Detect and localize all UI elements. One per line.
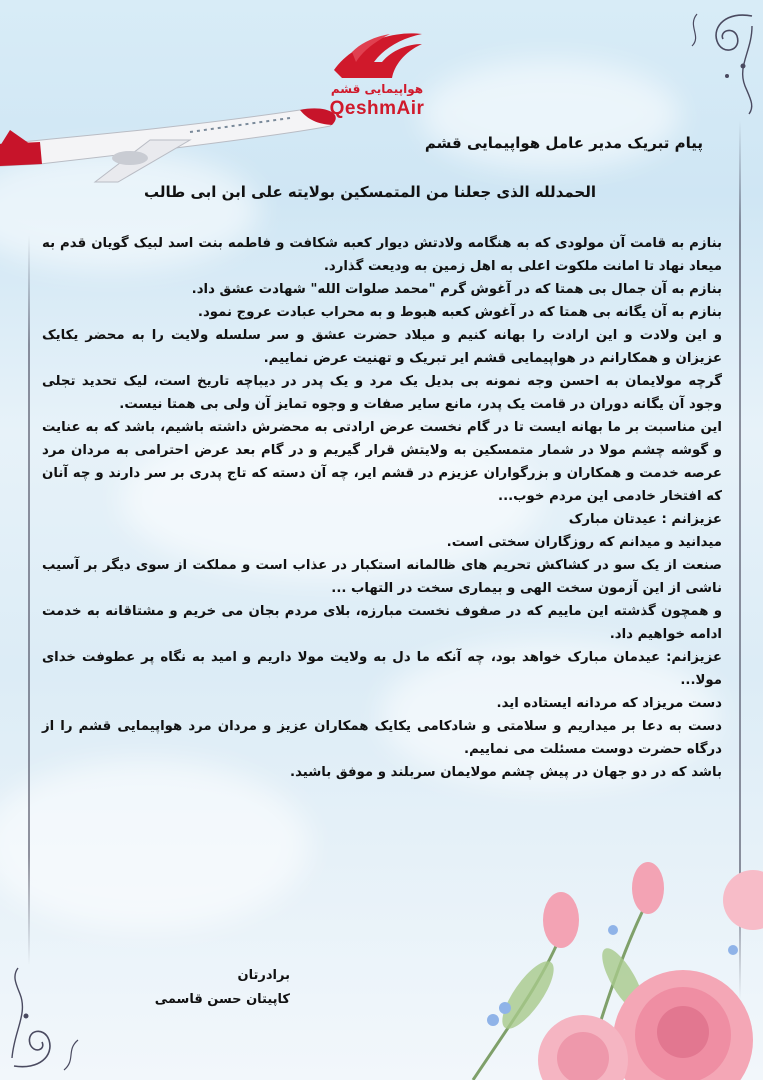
body-paragraph: صنعت از یک سو در کشاکش تحریم های ظالمانه استکبار در عذاب است و مملکت از سوی دیگر بر آسیب ناشی از این آزمون سخت الهی و بیماری سخت در التهاب ... [42, 558, 722, 596]
body-paragraph: عزیزانم : عیدتان مبارک [568, 512, 722, 527]
logo-persian-name: هواپیمایی قشم [330, 82, 424, 96]
signoff-salutation: برادرتان [237, 968, 290, 983]
body-paragraph: عزیزانم: عیدمان مبارک خواهد بود، چه آنکه ما دل به ولایت مولا داریم و امید به نگاه پر عطوفت خدای مولا... [42, 650, 722, 688]
body-paragraph: دست مریزاد که مردانه ایستاده اید. [496, 696, 722, 711]
logo-emblem-icon [322, 22, 432, 82]
left-border-line [28, 235, 30, 965]
corner-flourish-top-right [657, 6, 757, 116]
body-paragraph: این مناسبت بر ما بهانه ایست تا در گام نخست عرض ارادتی به محضرش داشته باشیم، باشد که به عنایت و گوشه چشم مولا در شمار متمسکین به ولایتش قرار گیریم و در گام بعد عرض احترامی به مردان مرد عرصه خدمت و همکاران و بزرگواران عزیزم در قشم ایر، چه آن دسته که تاج پدری بر سر دارند و چه آنان که افتخار خادمی این مردم خوب... [42, 420, 722, 504]
body-paragraph: گرچه مولایمان به احسن وجه نمونه بی بدیل یک مرد و یک پدر در دیباچه تاریخ است، لیک تحدید تجلی وجود آن یگانه دوران در قامت یک پدر، مانع سایر صفات و وجوه تمایز آن ولی بی همتا نیست. [42, 374, 722, 412]
body-paragraph: میدانید و میدانم که روزگاران سختی است. [446, 535, 722, 550]
background-cloud [420, 60, 680, 170]
logo-english-name: QeshmAir [329, 98, 425, 119]
signoff-signature-name: کاپیتان حسن قاسمی [154, 992, 290, 1007]
flower-decoration [433, 780, 763, 1080]
body-paragraph: و این ولادت و این ارادت را بهانه کنیم و میلاد حضرت عشق و سر سلسله ولایت را به محضر یکایک عزیزان و همکارانم در هواپیمایی قشم ایر تبریک و تهنیت عرض نماییم. [42, 328, 722, 366]
letter-subtitle: الحمدلله الذی جعلنا من المتمسکین بولایته علی ابن ابی طالب [144, 183, 596, 201]
letter-body [42, 232, 722, 784]
body-paragraph: باشد که در دو جهان در پیش چشم مولایمان سربلند و موفق باشید. [290, 765, 722, 780]
corner-flourish-bottom-left [4, 966, 114, 1076]
body-paragraph: دست به دعا بر میداریم و سلامتی و شادکامی یکایک همکاران عزیز و مردان مرد هواپیمایی قشم را از درگاه حضرت دوست مسئلت می نماییم. [42, 719, 722, 757]
body-paragraph: و همچون گذشته این ماییم که در صفوف نخست مبارزه، بلای مردم بجان می خریم و مشتاقانه به خدمت ادامه خواهیم داد. [42, 604, 722, 642]
body-paragraph: بنازم به آن یگانه بی همتا که در آغوش کعبه هبوط و به محراب عبادت عروج نمود. [197, 305, 722, 320]
body-paragraph: بنازم به آن جمال بی همتا که در آغوش گرم "محمد صلوات الله" شهادت عشق داد. [191, 282, 722, 297]
letter-title: پیام تبریک مدیر عامل هواپیمایی قشم [424, 134, 703, 152]
background-cloud [0, 760, 310, 930]
body-paragraph: بنازم به قامت آن مولودی که به هنگامه ولادتش دیوار کعبه شکافت و فاطمه بنت اسد لبیک گویان قدم به میعاد نهاد تا امانت ملکوت اعلی به اهل زمین به ودیعت گذارد. [42, 236, 722, 274]
qeshm-air-logo [322, 22, 432, 132]
airplane-illustration [0, 70, 345, 190]
